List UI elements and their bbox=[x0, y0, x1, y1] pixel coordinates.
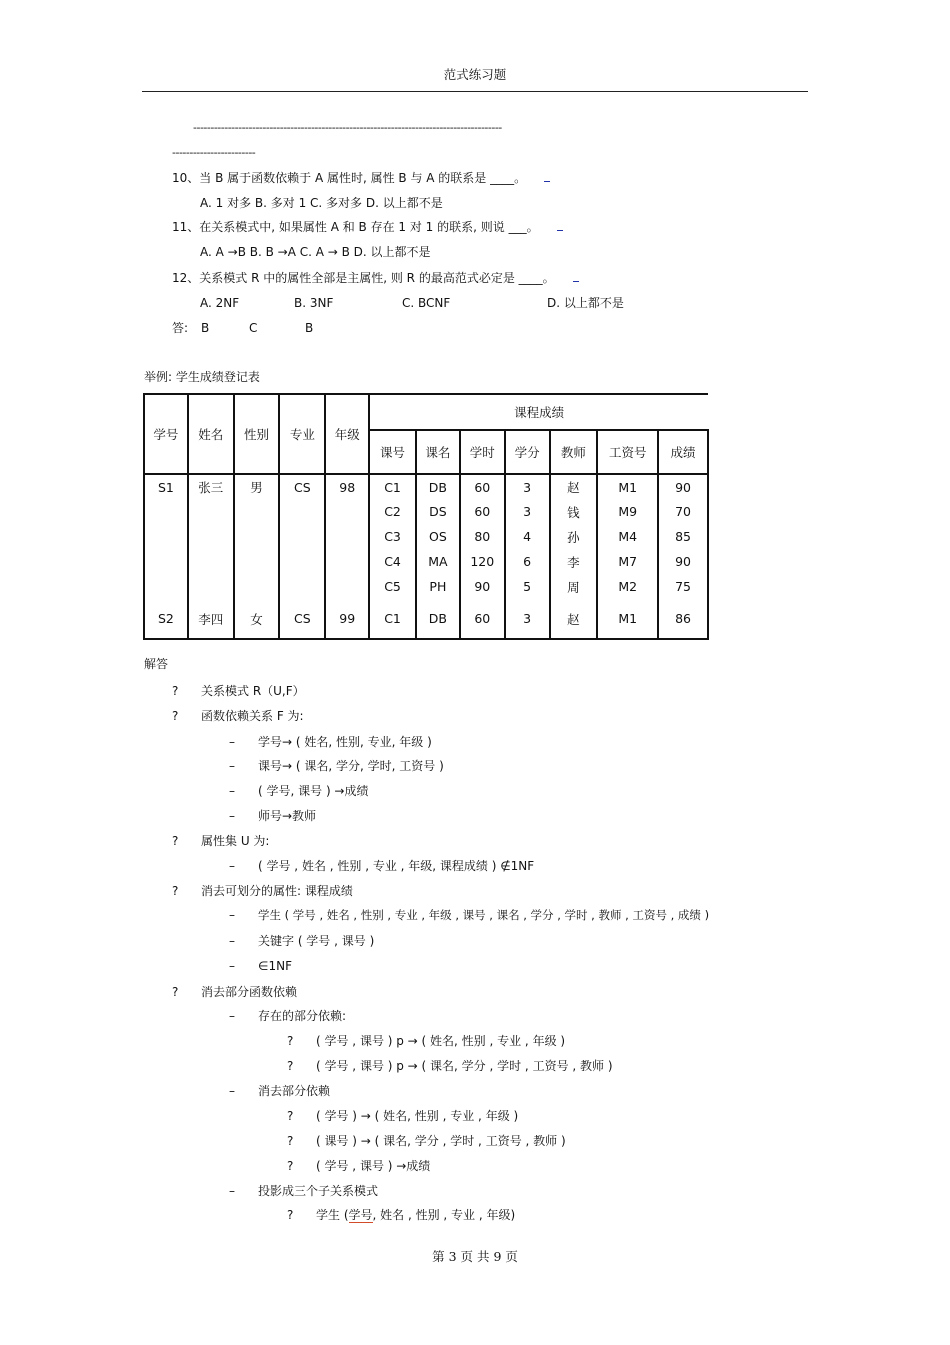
solution-line: 课号→ ( 课名, 学分, 学时, 工资号 ) bbox=[258, 759, 444, 773]
question-10-options: A. 1 对多 B. 多对 1 C. 多对多 D. 以上都不是 bbox=[200, 196, 443, 210]
answer-12: B bbox=[305, 321, 314, 335]
table-cell: M4 bbox=[597, 524, 658, 549]
bullet-marker: ? bbox=[287, 1208, 294, 1222]
table-cell: PH bbox=[416, 574, 460, 599]
table-cell bbox=[144, 499, 188, 524]
grade-table bbox=[143, 393, 709, 640]
question-12-option-a: A. 2NF bbox=[200, 296, 240, 310]
table-cell bbox=[188, 524, 234, 549]
blank-mark bbox=[573, 272, 579, 282]
table-cell: 张三 bbox=[188, 474, 234, 499]
bullet-marker: ? bbox=[287, 1034, 294, 1048]
table-cell bbox=[144, 549, 188, 574]
relation-name: 学生 ( bbox=[316, 1208, 349, 1222]
table-cell: 4 bbox=[505, 524, 550, 549]
table-cell bbox=[234, 549, 280, 574]
header-name: 姓名 bbox=[188, 394, 234, 474]
table-cell: 女 bbox=[234, 599, 280, 639]
table-cell: 3 bbox=[505, 474, 550, 499]
relation-attrs: , 姓名 , 性别 , 专业 , 年级) bbox=[372, 1208, 516, 1222]
table-cell: 80 bbox=[460, 524, 505, 549]
solution-line: 学号→ ( 姓名, 性别, 专业, 年级 ) bbox=[258, 735, 432, 749]
solution-line: ( 学号 , 课号 ) p → ( 姓名, 性别 , 专业 , 年级 ) bbox=[316, 1034, 566, 1048]
table-cell: 90 bbox=[460, 574, 505, 599]
table-cell bbox=[144, 524, 188, 549]
solution-line: 存在的部分依赖: bbox=[258, 1009, 347, 1023]
solution-line: ( 学号 , 课号 ) p → ( 课名, 学分 , 学时 , 工资号 , 教师 ) bbox=[316, 1059, 613, 1073]
blank-mark bbox=[544, 172, 550, 182]
solution-line bbox=[316, 1207, 515, 1223]
solution-line: ( 课号 ) → ( 课名, 学分 , 学时 , 工资号 , 教师 ) bbox=[316, 1134, 566, 1148]
table-cell: 3 bbox=[505, 499, 550, 524]
table-cell: 120 bbox=[460, 549, 505, 574]
table-cell: OS bbox=[416, 524, 460, 549]
bullet-marker: ? bbox=[287, 1134, 294, 1148]
bullet-marker: ? bbox=[172, 684, 179, 698]
table-cell: C2 bbox=[369, 499, 416, 524]
solution-line: 投影成三个子关系模式 bbox=[258, 1184, 379, 1198]
header-course-grades: 课程成绩 bbox=[369, 394, 708, 430]
solution-line: ∈1NF bbox=[258, 959, 292, 973]
page-header-title: 范式练习题 bbox=[443, 67, 507, 82]
table-cell bbox=[279, 524, 325, 549]
table-cell: 85 bbox=[658, 524, 708, 549]
table-cell: 钱 bbox=[550, 499, 598, 524]
solution-line: ( 学号 , 姓名 , 性别 , 专业 , 年级, 课程成绩 ) ∉1NF bbox=[258, 859, 535, 873]
answer-10: B bbox=[201, 321, 210, 335]
table-cell: CS bbox=[279, 599, 325, 639]
dash-marker: – bbox=[229, 1184, 235, 1198]
table-cell: S2 bbox=[144, 599, 188, 639]
table-cell bbox=[188, 499, 234, 524]
table-cell: 6 bbox=[505, 549, 550, 574]
bullet-marker: ? bbox=[172, 985, 179, 999]
table-cell: 99 bbox=[325, 599, 369, 639]
subheader-course-id: 课号 bbox=[369, 430, 416, 474]
header-gender: 性别 bbox=[234, 394, 280, 474]
example-title: 举例: 学生成绩登记表 bbox=[144, 370, 260, 384]
solution-line: 消去部分函数依赖 bbox=[201, 985, 298, 999]
solution-line: 学生 ( 学号 , 姓名 , 性别 , 专业 , 年级 , 课号 , 课名 , 学分 , 学时 , 教师 , 工资号 , 成绩 ) bbox=[258, 908, 710, 922]
table-cell: MA bbox=[416, 549, 460, 574]
solution-line: ( 学号 ) → ( 姓名, 性别 , 专业 , 年级 ) bbox=[316, 1109, 519, 1123]
bullet-marker: ? bbox=[287, 1109, 294, 1123]
answer-label: 答: bbox=[172, 321, 189, 335]
solution-label: 解答 bbox=[144, 657, 169, 671]
table-cell: 60 bbox=[460, 474, 505, 499]
table-cell bbox=[234, 524, 280, 549]
table-cell bbox=[279, 574, 325, 599]
table-cell bbox=[234, 499, 280, 524]
table-cell bbox=[325, 574, 369, 599]
solution-line: ( 学号, 课号 ) →成绩 bbox=[258, 784, 369, 798]
dash-marker: – bbox=[229, 1084, 235, 1098]
solution-line: 函数依赖关系 F 为: bbox=[201, 709, 304, 723]
question-12-option-d: D. 以上都不是 bbox=[547, 296, 624, 310]
solution-line: 属性集 U 为: bbox=[201, 834, 270, 848]
header-major: 专业 bbox=[279, 394, 325, 474]
subheader-hours: 学时 bbox=[460, 430, 505, 474]
table-cell bbox=[325, 524, 369, 549]
table-cell: 李 bbox=[550, 549, 598, 574]
table-cell: S1 bbox=[144, 474, 188, 499]
dash-marker: – bbox=[229, 959, 235, 973]
table-cell bbox=[279, 549, 325, 574]
dash-marker: – bbox=[229, 784, 235, 798]
question-12 bbox=[172, 270, 579, 286]
question-10 bbox=[172, 170, 550, 186]
question-11-options: A. A →B B. B →A C. A → B D. 以上都不是 bbox=[200, 245, 431, 259]
table-cell: 赵 bbox=[550, 599, 598, 639]
dash-marker: – bbox=[229, 934, 235, 948]
table-cell: 3 bbox=[505, 599, 550, 639]
table-cell: DB bbox=[416, 599, 460, 639]
table-cell: 90 bbox=[658, 474, 708, 499]
header-student-id: 学号 bbox=[144, 394, 188, 474]
table-cell: 赵 bbox=[550, 474, 598, 499]
table-row bbox=[144, 549, 708, 574]
question-12-text: 12、关系模式 R 中的属性全部是主属性, 则 R 的最高范式必定是 ____。 bbox=[172, 271, 555, 285]
table-cell: C3 bbox=[369, 524, 416, 549]
table-cell: 李四 bbox=[188, 599, 234, 639]
table-cell: 5 bbox=[505, 574, 550, 599]
table-row bbox=[144, 474, 708, 499]
bullet-marker: ? bbox=[287, 1159, 294, 1173]
dash-marker: – bbox=[229, 735, 235, 749]
table-row bbox=[144, 599, 708, 639]
table-cell: M1 bbox=[597, 599, 658, 639]
table-cell bbox=[279, 499, 325, 524]
bullet-marker: ? bbox=[172, 834, 179, 848]
table-cell: 75 bbox=[658, 574, 708, 599]
dash-marker: – bbox=[229, 859, 235, 873]
question-12-option-b: B. 3NF bbox=[294, 296, 334, 310]
solution-line: 关键字 ( 学号 , 课号 ) bbox=[258, 934, 375, 948]
table-cell bbox=[234, 574, 280, 599]
bullet-marker: ? bbox=[172, 884, 179, 898]
table-cell: 60 bbox=[460, 499, 505, 524]
table-cell: DS bbox=[416, 499, 460, 524]
solution-line: 师号→教师 bbox=[258, 809, 317, 823]
blank-mark bbox=[557, 221, 563, 231]
table-cell: C5 bbox=[369, 574, 416, 599]
table-cell: 86 bbox=[658, 599, 708, 639]
solution-line: 消去部分依赖 bbox=[258, 1084, 331, 1098]
table-cell bbox=[144, 574, 188, 599]
question-11-text: 11、在关系模式中, 如果属性 A 和 B 存在 1 对 1 的联系, 则说 ___。 bbox=[172, 220, 539, 234]
table-cell bbox=[188, 549, 234, 574]
table-cell: 98 bbox=[325, 474, 369, 499]
primary-key: 学号 bbox=[348, 1208, 373, 1222]
dash-marker: – bbox=[229, 759, 235, 773]
table-cell: C1 bbox=[369, 474, 416, 499]
table-cell: C4 bbox=[369, 549, 416, 574]
subheader-teacher: 教师 bbox=[550, 430, 598, 474]
header-grade-year: 年级 bbox=[325, 394, 369, 474]
bullet-marker: ? bbox=[172, 709, 179, 723]
table-cell: C1 bbox=[369, 599, 416, 639]
question-12-option-c: C. BCNF bbox=[402, 296, 451, 310]
table-row bbox=[144, 524, 708, 549]
table-cell: M7 bbox=[597, 549, 658, 574]
subheader-credits: 学分 bbox=[505, 430, 550, 474]
table-cell: 90 bbox=[658, 549, 708, 574]
table-cell: 孙 bbox=[550, 524, 598, 549]
dash-marker: – bbox=[229, 1009, 235, 1023]
solution-line: 消去可划分的属性: 课程成绩 bbox=[201, 884, 353, 898]
table-cell bbox=[325, 499, 369, 524]
table-cell: DB bbox=[416, 474, 460, 499]
table-cell: 70 bbox=[658, 499, 708, 524]
question-11 bbox=[172, 219, 563, 235]
page-footer: 第 3 页 共 9 页 bbox=[432, 1249, 518, 1264]
solution-line: ( 学号 , 课号 ) →成绩 bbox=[316, 1159, 431, 1173]
table-cell: 60 bbox=[460, 599, 505, 639]
header-rule bbox=[142, 91, 808, 92]
table-cell: M9 bbox=[597, 499, 658, 524]
dash-line-1: ----------------------------------------------------------------------------------------- bbox=[193, 121, 502, 134]
subheader-course-name: 课名 bbox=[416, 430, 460, 474]
subheader-salary-id: 工资号 bbox=[597, 430, 658, 474]
table-cell: M2 bbox=[597, 574, 658, 599]
table-cell bbox=[325, 549, 369, 574]
table-cell bbox=[188, 574, 234, 599]
table-cell: 男 bbox=[234, 474, 280, 499]
table-row bbox=[144, 499, 708, 524]
table-row bbox=[144, 574, 708, 599]
question-10-text: 10、当 B 属于函数依赖于 A 属性时, 属性 B 与 A 的联系是 ____。 bbox=[172, 171, 527, 185]
table-cell: 周 bbox=[550, 574, 598, 599]
table-cell: CS bbox=[279, 474, 325, 499]
table-cell: M1 bbox=[597, 474, 658, 499]
dash-marker: – bbox=[229, 908, 235, 922]
solution-line: 关系模式 R（U,F） bbox=[201, 684, 305, 698]
dash-line-2: ------------------------ bbox=[172, 146, 256, 159]
answer-11: C bbox=[249, 321, 258, 335]
bullet-marker: ? bbox=[287, 1059, 294, 1073]
dash-marker: – bbox=[229, 809, 235, 823]
subheader-score: 成绩 bbox=[658, 430, 708, 474]
